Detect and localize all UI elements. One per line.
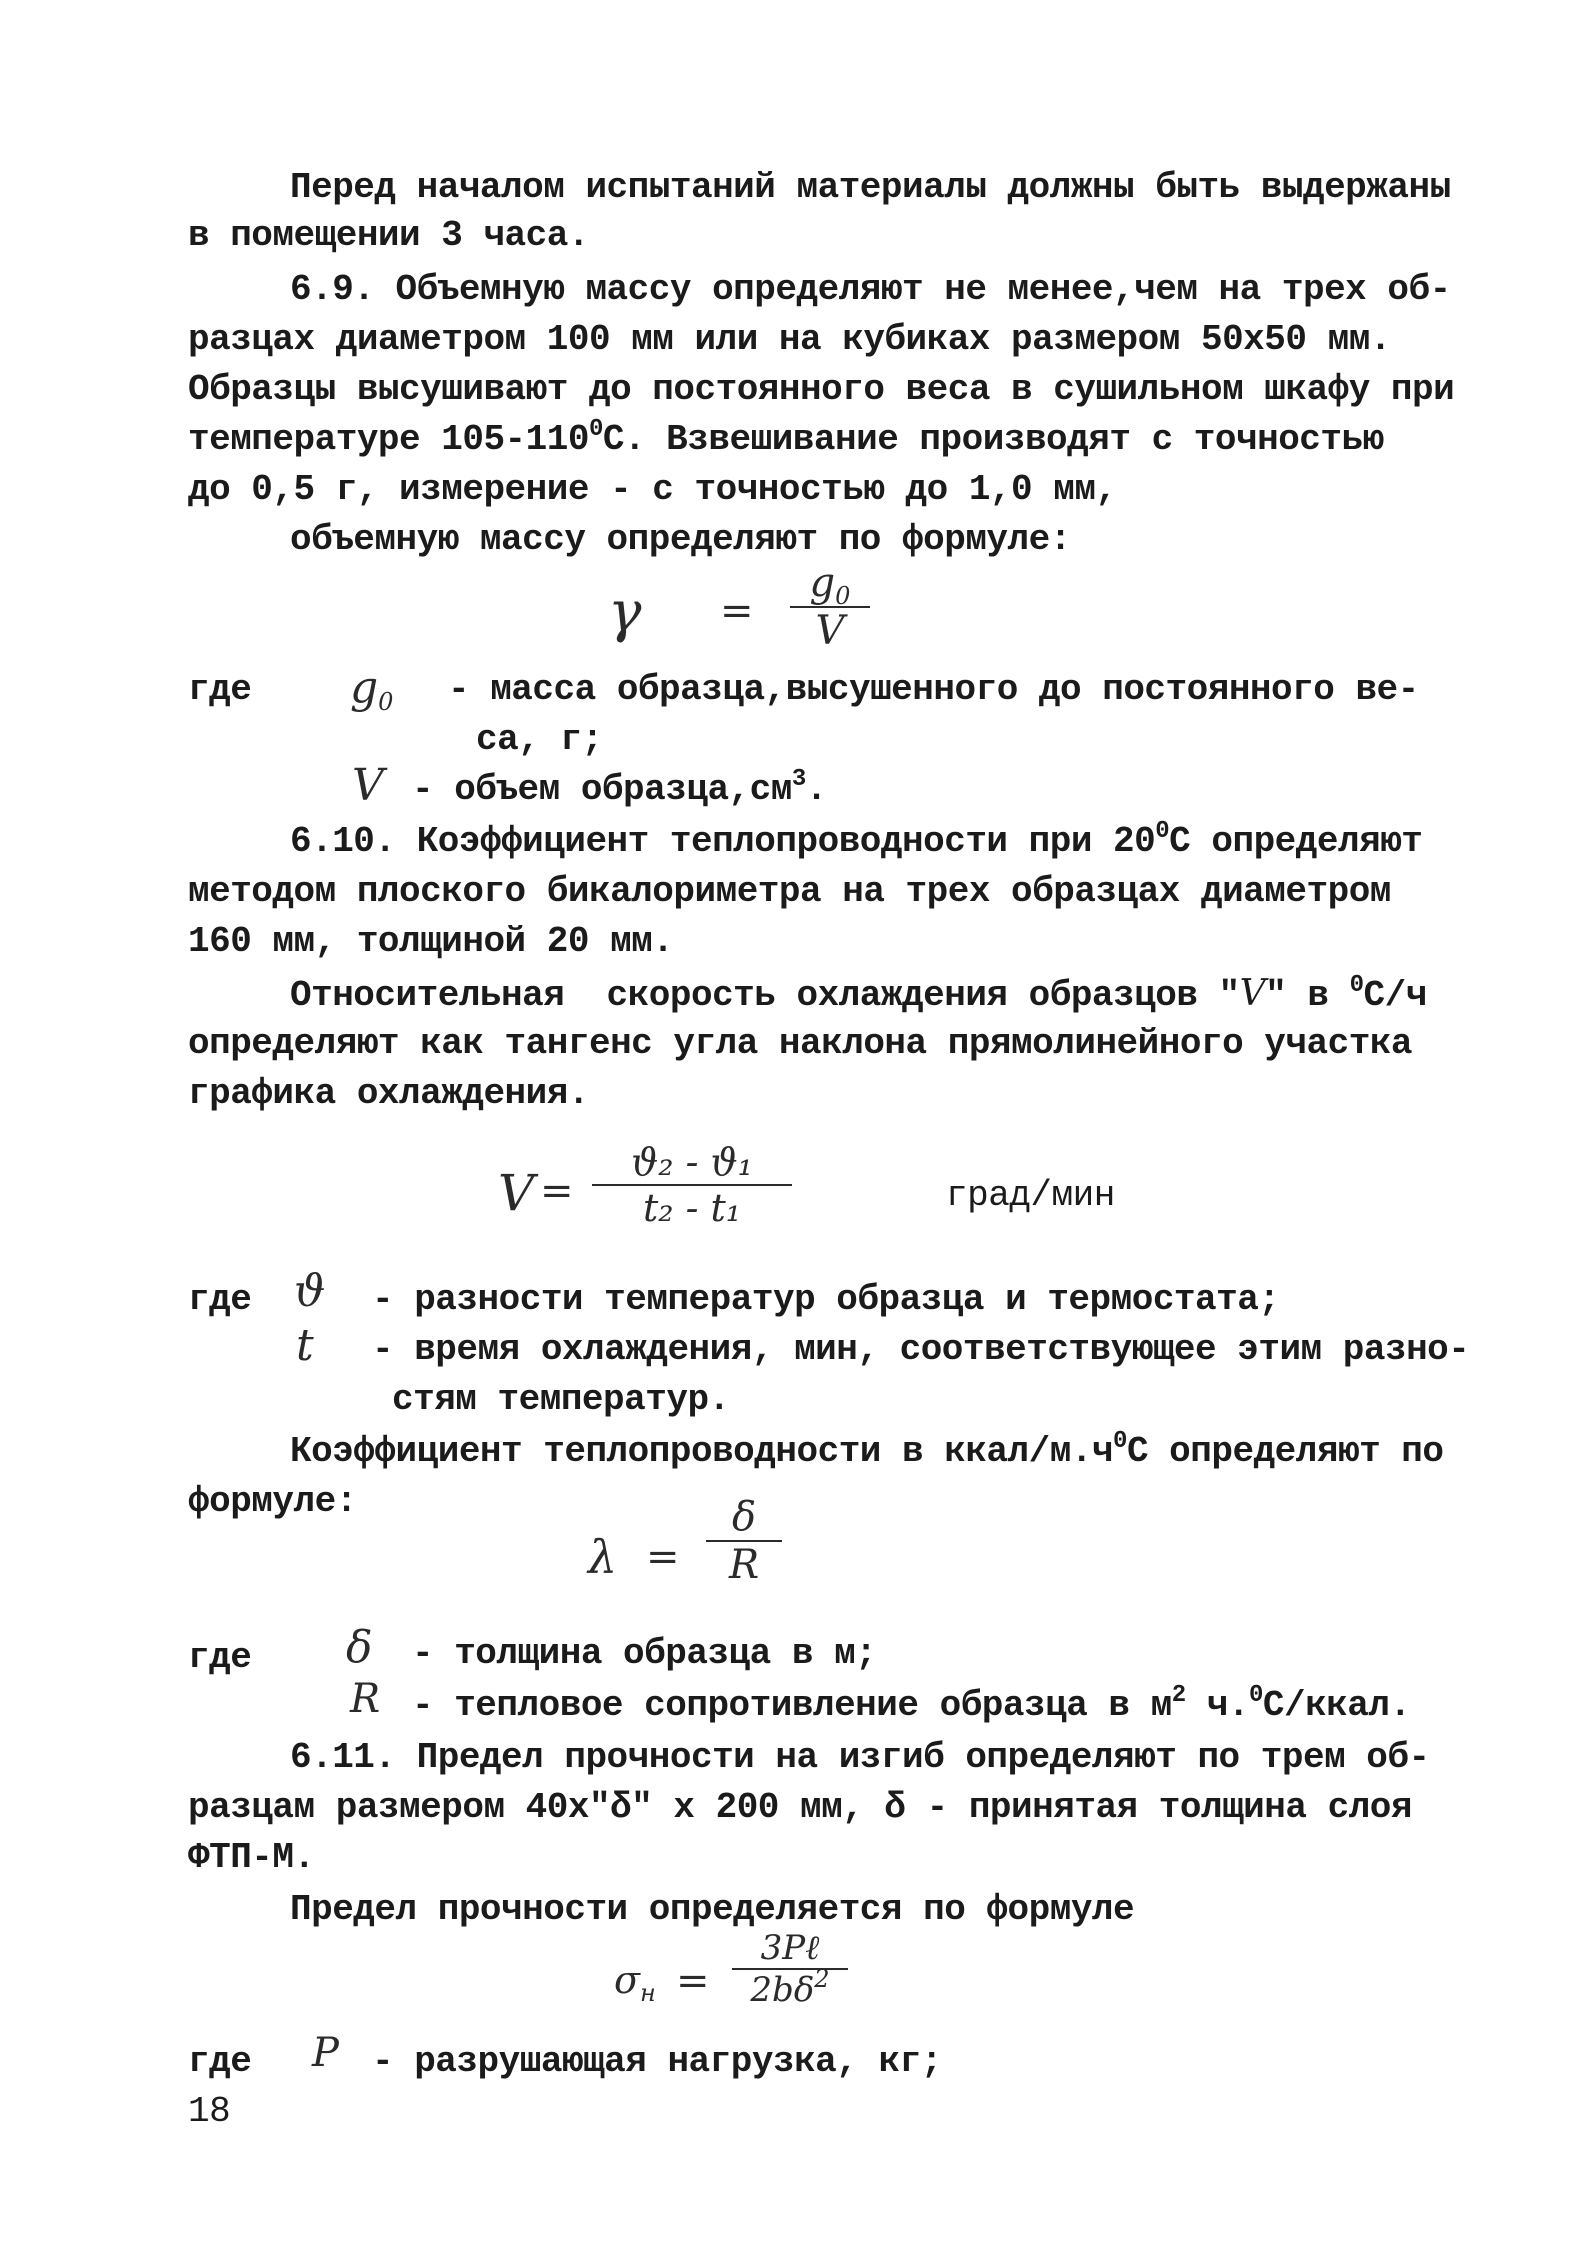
text-line: стям температур. bbox=[392, 1379, 730, 1420]
formula-unit: град/мин bbox=[946, 1175, 1115, 1216]
text-line: объемную массу определяют по формуле: bbox=[290, 519, 1071, 560]
text-line: разцам размером 40х"δ" х 200 мм, δ - принятая толщина слоя bbox=[188, 1787, 1413, 1828]
formula-lhs: λ bbox=[588, 1530, 618, 1584]
formula-lhs: γ bbox=[608, 580, 642, 645]
text-line: до 0,5 г, измерение - с точностью до 1,0 мм, bbox=[188, 469, 1117, 510]
fraction-denominator: t₂ - t₁ bbox=[642, 1186, 741, 1230]
text-line: Коэффициент теплопроводности в ккал/$м.ч^0С$ определяют по bbox=[290, 1428, 1444, 1472]
formula-fraction bbox=[706, 1494, 782, 1588]
text-line: Образцы высушивают до постоянного веса в сушильном шкафу при bbox=[188, 369, 1455, 410]
fraction-numerator: ϑ₂ - ϑ₁ bbox=[631, 1140, 753, 1184]
section-6-10-heading: 6.10. Коэффициент теплопроводности при $20^0С$ определяют bbox=[290, 818, 1423, 862]
symbol-t: t bbox=[296, 1320, 314, 1371]
formula-fraction bbox=[732, 1928, 848, 2010]
where-label: где bbox=[188, 2041, 252, 2082]
symbol-v: V bbox=[352, 760, 384, 811]
text-line: методом плоского бикалориметра на трех образцах диаметром bbox=[188, 871, 1391, 912]
text-line: разцах диаметром 100 мм или на кубиках размером 50х50 мм. bbox=[188, 319, 1391, 360]
fraction-denominator: $2b\delta^2$ bbox=[750, 1965, 830, 2010]
text-line: Перед началом испытаний материалы должны быть выдержаны bbox=[290, 167, 1451, 208]
text-line: Относительная скорость охлаждения образцов "V" в $^0$С/ч bbox=[290, 972, 1427, 1016]
formula-equals: = bbox=[676, 1958, 710, 2004]
text-line: - толщина образца в м; bbox=[412, 1633, 877, 1674]
text-line: в помещении 3 часа. bbox=[188, 215, 589, 256]
symbol-p: P bbox=[312, 2030, 339, 2076]
text-line: 160 мм, толщиной 20 мм. bbox=[188, 921, 674, 962]
fraction-numerator: g bbox=[809, 560, 836, 606]
symbol-theta: ϑ bbox=[294, 1266, 326, 1317]
section-6-9-heading: 6.9. Объемную массу определяют не менее,чем на трех об- bbox=[290, 269, 1451, 310]
text-line: - масса образца,высушенного до постоянного ве- bbox=[448, 669, 1419, 710]
text-line: - время охлаждения, мин, соответствующее этим разно- bbox=[372, 1329, 1470, 1370]
fraction-numerator: δ bbox=[731, 1494, 757, 1540]
formula-fraction: $g_0$ V bbox=[790, 560, 870, 654]
text-line: Предел прочности определяется по формуле bbox=[290, 1889, 1135, 1930]
text-line: ФТП-М. bbox=[188, 1837, 315, 1878]
formula-equals: = bbox=[720, 588, 754, 634]
text-line: формуле: bbox=[188, 1481, 357, 1522]
symbol-delta: δ bbox=[346, 1622, 373, 1673]
formula-lhs: V bbox=[498, 1164, 535, 1222]
fraction-denominator: R bbox=[728, 1542, 760, 1588]
text-line: температуре $105-110^0С$. Взвешивание производят с точностью bbox=[188, 416, 1384, 460]
text-line: определяют как тангенс угла наклона прямолинейного участка bbox=[188, 1023, 1413, 1064]
text-line: графика охлаждения. bbox=[188, 1073, 589, 1114]
text-line: - объем $образца,см^3$. bbox=[412, 766, 827, 810]
text-line: са, г; bbox=[476, 719, 603, 760]
text-line: - тепловое сопротивление образца в $м^2$ ч.$^0$С/ккал. bbox=[412, 1682, 1411, 1726]
fraction-numerator: 3Pℓ bbox=[760, 1928, 820, 1968]
text-line: - разрушающая нагрузка, кг; bbox=[372, 2041, 942, 2082]
formula-lhs: $\sigma_н$ bbox=[614, 1958, 656, 2007]
where-label: где bbox=[188, 1637, 252, 1678]
formula-equals: = bbox=[540, 1168, 574, 1214]
text-line: - разности температур образца и термостата; bbox=[372, 1279, 1280, 1320]
where-label: где bbox=[188, 1279, 252, 1320]
formula-equals: = bbox=[646, 1534, 680, 1580]
where-label: где bbox=[188, 669, 252, 710]
page-number: 18 bbox=[188, 2091, 231, 2132]
symbol-r: R bbox=[350, 1676, 381, 1722]
symbol-g0: $g_0$ bbox=[350, 662, 394, 716]
section-6-11-heading: 6.11. Предел прочности на изгиб определяют по трем об- bbox=[290, 1737, 1430, 1778]
formula-fraction bbox=[592, 1140, 792, 1230]
fraction-denominator: V bbox=[815, 608, 845, 654]
